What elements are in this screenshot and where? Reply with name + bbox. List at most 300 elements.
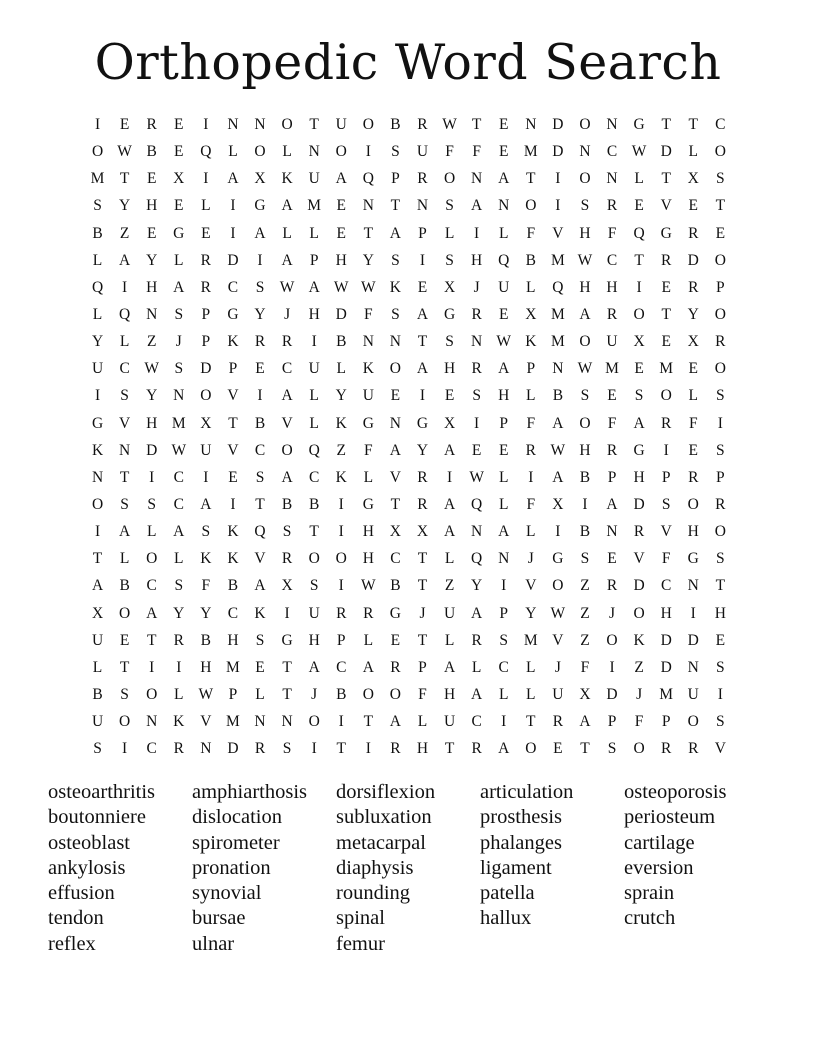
grid-letter[interactable]: L [92, 658, 103, 676]
grid-letter[interactable]: I [663, 441, 669, 459]
grid-letter[interactable]: A [281, 251, 293, 269]
grid-letter[interactable]: A [443, 496, 456, 514]
grid-letter[interactable]: U [308, 170, 320, 188]
grid-letter[interactable]: S [93, 740, 102, 758]
grid-letter[interactable]: Z [146, 333, 157, 351]
grid-letter[interactable]: I [555, 523, 561, 541]
grid-letter[interactable]: O [91, 143, 104, 161]
grid-letter[interactable]: I [122, 740, 128, 758]
grid-letter[interactable]: Z [444, 577, 455, 595]
grid-letter[interactable]: N [146, 306, 158, 324]
grid-letter[interactable]: Y [416, 441, 429, 459]
grid-letter[interactable]: F [364, 306, 373, 324]
grid-letter[interactable]: T [715, 197, 726, 215]
grid-letter[interactable]: A [416, 360, 429, 378]
grid-letter[interactable]: U [308, 604, 320, 622]
grid-letter[interactable]: E [390, 631, 401, 649]
grid-letter[interactable]: I [176, 658, 182, 676]
grid-letter[interactable]: W [361, 577, 376, 595]
grid-letter[interactable]: L [282, 224, 292, 242]
grid-letter[interactable]: E [498, 143, 509, 161]
grid-letter[interactable]: C [308, 468, 320, 486]
grid-letter[interactable]: E [255, 658, 265, 676]
grid-letter[interactable]: D [552, 116, 564, 134]
grid-letter[interactable]: J [473, 278, 480, 296]
grid-letter[interactable]: R [390, 740, 401, 758]
grid-letter[interactable]: U [552, 686, 564, 704]
grid-letter[interactable]: T [390, 496, 401, 514]
grid-letter[interactable]: M [226, 658, 240, 676]
grid-letter[interactable]: V [552, 631, 564, 649]
grid-letter[interactable]: A [552, 468, 564, 486]
grid-letter[interactable]: G [281, 631, 293, 649]
grid-letter[interactable]: D [606, 686, 618, 704]
grid-letter[interactable]: C [146, 577, 157, 595]
grid-letter[interactable]: R [254, 740, 266, 758]
grid-letter[interactable]: P [499, 414, 509, 432]
grid-letter[interactable]: H [200, 658, 212, 676]
grid-letter[interactable]: Z [580, 631, 590, 649]
grid-letter[interactable]: J [527, 550, 534, 568]
grid-letter[interactable]: V [714, 740, 726, 758]
grid-letter[interactable]: F [607, 414, 617, 432]
grid-letter[interactable]: N [91, 468, 104, 486]
grid-letter[interactable]: G [443, 306, 456, 324]
grid-letter[interactable]: R [715, 333, 726, 351]
grid-letter[interactable]: I [717, 686, 723, 704]
grid-letter[interactable]: V [227, 387, 239, 405]
grid-letter[interactable]: L [201, 197, 211, 215]
grid-letter[interactable]: F [526, 224, 536, 242]
grid-letter[interactable]: E [228, 468, 238, 486]
grid-letter[interactable]: B [552, 387, 564, 405]
grid-letter[interactable]: S [716, 713, 725, 731]
grid-letter[interactable]: B [200, 631, 212, 649]
grid-letter[interactable]: N [471, 333, 483, 351]
grid-letter[interactable]: H [308, 306, 320, 324]
grid-letter[interactable]: B [146, 143, 157, 161]
grid-letter[interactable]: A [308, 658, 320, 676]
grid-letter[interactable]: M [659, 686, 674, 704]
grid-letter[interactable]: S [716, 387, 725, 405]
grid-letter[interactable]: O [119, 604, 131, 622]
grid-letter[interactable]: L [255, 686, 265, 704]
grid-letter[interactable]: Q [200, 143, 212, 161]
grid-letter[interactable]: X [552, 496, 564, 514]
grid-letter[interactable]: Q [308, 441, 320, 459]
grid-letter[interactable]: W [171, 441, 187, 459]
grid-letter[interactable]: P [418, 224, 427, 242]
grid-letter[interactable]: T [309, 523, 319, 541]
grid-letter[interactable]: C [336, 658, 347, 676]
grid-letter[interactable]: X [687, 170, 699, 188]
grid-letter[interactable]: R [661, 414, 672, 432]
grid-letter[interactable]: V [660, 523, 672, 541]
grid-letter[interactable]: I [474, 414, 480, 432]
grid-letter[interactable]: T [282, 686, 292, 704]
grid-letter[interactable]: N [200, 740, 212, 758]
grid-letter[interactable]: A [579, 306, 591, 324]
grid-letter[interactable]: E [634, 360, 644, 378]
grid-letter[interactable]: H [443, 360, 456, 378]
grid-letter[interactable]: A [389, 713, 401, 731]
grid-letter[interactable]: A [389, 224, 401, 242]
grid-letter[interactable]: S [174, 577, 184, 595]
grid-letter[interactable]: R [606, 306, 618, 324]
grid-letter[interactable]: A [308, 278, 320, 296]
grid-letter[interactable]: G [633, 116, 645, 134]
grid-letter[interactable]: Y [362, 251, 374, 269]
grid-letter[interactable]: E [715, 224, 726, 242]
grid-letter[interactable]: I [203, 170, 209, 188]
grid-letter[interactable]: T [363, 713, 374, 731]
grid-letter[interactable]: K [91, 441, 104, 459]
grid-letter[interactable]: I [501, 577, 507, 595]
grid-letter[interactable]: O [579, 414, 591, 432]
grid-letter[interactable]: T [471, 116, 482, 134]
grid-letter[interactable]: M [550, 333, 565, 351]
grid-letter[interactable]: B [336, 686, 347, 704]
grid-letter[interactable]: N [173, 387, 185, 405]
grid-letter[interactable]: D [227, 251, 239, 269]
grid-letter[interactable]: F [526, 414, 536, 432]
grid-letter[interactable]: L [174, 251, 184, 269]
grid-letter[interactable]: H [362, 550, 374, 568]
grid-letter[interactable]: Y [119, 197, 131, 215]
grid-letter[interactable]: I [284, 604, 290, 622]
grid-letter[interactable]: M [226, 713, 240, 731]
grid-letter[interactable]: F [526, 496, 536, 514]
grid-letter[interactable]: E [498, 306, 509, 324]
grid-letter[interactable]: W [550, 441, 566, 459]
grid-letter[interactable]: P [716, 278, 725, 296]
grid-letter[interactable]: E [688, 197, 698, 215]
grid-letter[interactable]: K [227, 333, 239, 351]
grid-letter[interactable]: G [687, 550, 699, 568]
grid-letter[interactable]: I [609, 658, 615, 676]
grid-letter[interactable]: L [228, 143, 238, 161]
grid-letter[interactable]: A [606, 496, 618, 514]
grid-letter[interactable]: B [390, 116, 401, 134]
grid-letter[interactable]: X [633, 333, 645, 351]
grid-letter[interactable]: S [174, 360, 184, 378]
grid-letter[interactable]: T [661, 116, 671, 134]
grid-letter[interactable]: O [714, 360, 726, 378]
grid-letter[interactable]: O [281, 116, 293, 134]
grid-letter[interactable]: N [471, 170, 483, 188]
grid-letter[interactable]: D [687, 251, 699, 269]
grid-letter[interactable]: K [227, 550, 239, 568]
grid-letter[interactable]: S [120, 387, 129, 405]
grid-letter[interactable]: B [119, 577, 130, 595]
grid-letter[interactable]: A [498, 523, 510, 541]
grid-letter[interactable]: F [445, 143, 454, 161]
grid-letter[interactable]: T [92, 550, 103, 568]
grid-letter[interactable]: D [335, 306, 347, 324]
grid-letter[interactable]: L [498, 468, 509, 486]
grid-letter[interactable]: N [254, 116, 266, 134]
grid-letter[interactable]: N [687, 658, 699, 676]
grid-letter[interactable]: A [335, 170, 347, 188]
grid-letter[interactable]: P [201, 333, 211, 351]
grid-letter[interactable]: R [254, 333, 266, 351]
grid-letter[interactable]: Q [633, 224, 645, 242]
grid-letter[interactable]: B [579, 468, 591, 486]
grid-letter[interactable]: T [661, 170, 671, 188]
grid-letter[interactable]: S [716, 658, 725, 676]
grid-letter[interactable]: I [203, 116, 209, 134]
grid-letter[interactable]: P [336, 631, 346, 649]
grid-letter[interactable]: R [688, 740, 699, 758]
grid-letter[interactable]: X [687, 333, 699, 351]
grid-letter[interactable]: T [228, 414, 238, 432]
grid-letter[interactable]: G [633, 441, 645, 459]
grid-letter[interactable]: K [281, 170, 293, 188]
grid-letter[interactable]: I [555, 170, 561, 188]
grid-letter[interactable]: C [606, 251, 618, 269]
grid-letter[interactable]: N [552, 360, 564, 378]
grid-letter[interactable]: V [552, 224, 564, 242]
grid-letter[interactable]: R [552, 713, 564, 731]
grid-letter[interactable]: N [281, 713, 293, 731]
grid-letter[interactable]: A [362, 658, 374, 676]
grid-letter[interactable]: A [200, 496, 212, 514]
grid-letter[interactable]: O [633, 740, 645, 758]
grid-letter[interactable]: W [631, 143, 647, 161]
grid-letter[interactable]: R [661, 251, 672, 269]
grid-letter[interactable]: O [633, 306, 645, 324]
grid-letter[interactable]: I [94, 387, 101, 405]
grid-letter[interactable]: W [577, 360, 593, 378]
grid-letter[interactable]: R [417, 496, 428, 514]
grid-letter[interactable]: N [498, 550, 510, 568]
grid-letter[interactable]: O [525, 197, 537, 215]
grid-letter[interactable]: A [254, 577, 266, 595]
grid-letter[interactable]: G [552, 550, 564, 568]
grid-letter[interactable]: L [174, 550, 184, 568]
grid-letter[interactable]: V [200, 713, 212, 731]
grid-letter[interactable]: R [336, 604, 347, 622]
grid-letter[interactable]: H [633, 468, 645, 486]
grid-letter[interactable]: H [443, 686, 456, 704]
grid-letter[interactable]: P [228, 360, 238, 378]
grid-letter[interactable]: W [442, 116, 457, 134]
grid-letter[interactable]: W [550, 604, 566, 622]
grid-letter[interactable]: D [633, 577, 645, 595]
grid-letter[interactable]: A [389, 441, 401, 459]
grid-letter[interactable]: R [606, 197, 618, 215]
grid-letter[interactable]: K [254, 604, 266, 622]
grid-letter[interactable]: I [419, 387, 426, 405]
grid-letter[interactable]: G [362, 496, 374, 514]
grid-letter[interactable]: B [579, 523, 591, 541]
grid-letter[interactable]: N [416, 197, 429, 215]
grid-letter[interactable]: H [579, 278, 591, 296]
grid-letter[interactable]: L [634, 170, 644, 188]
grid-letter[interactable]: F [364, 441, 373, 459]
grid-letter[interactable]: C [146, 740, 157, 758]
grid-letter[interactable]: B [525, 251, 536, 269]
grid-letter[interactable]: X [443, 414, 456, 432]
grid-letter[interactable]: S [661, 496, 671, 514]
grid-letter[interactable]: S [147, 496, 156, 514]
grid-letter[interactable]: T [417, 550, 428, 568]
grid-letter[interactable]: A [227, 170, 239, 188]
grid-letter[interactable]: L [282, 143, 292, 161]
grid-letter[interactable]: V [281, 414, 293, 432]
grid-letter[interactable]: T [417, 631, 428, 649]
grid-letter[interactable]: A [281, 468, 293, 486]
grid-letter[interactable]: A [281, 197, 293, 215]
grid-letter[interactable]: W [198, 686, 214, 704]
grid-letter[interactable]: O [362, 686, 374, 704]
grid-letter[interactable]: P [526, 360, 536, 378]
grid-letter[interactable]: L [444, 631, 455, 649]
grid-letter[interactable]: H [579, 224, 591, 242]
grid-letter[interactable]: R [417, 116, 428, 134]
grid-letter[interactable]: A [254, 224, 266, 242]
grid-letter[interactable]: V [119, 414, 131, 432]
grid-letter[interactable]: D [687, 631, 699, 649]
grid-letter[interactable]: X [389, 523, 401, 541]
grid-letter[interactable]: F [580, 658, 590, 676]
grid-letter[interactable]: D [227, 740, 239, 758]
grid-letter[interactable]: M [171, 414, 186, 432]
grid-letter[interactable]: I [636, 278, 642, 296]
grid-letter[interactable]: Q [362, 170, 374, 188]
grid-letter[interactable]: O [579, 333, 591, 351]
grid-letter[interactable]: D [552, 143, 564, 161]
grid-letter[interactable]: D [633, 496, 645, 514]
grid-letter[interactable]: B [336, 333, 347, 351]
grid-letter[interactable]: R [200, 278, 212, 296]
grid-letter[interactable]: O [552, 577, 564, 595]
grid-letter[interactable]: K [362, 360, 374, 378]
grid-letter[interactable]: E [336, 197, 346, 215]
grid-letter[interactable]: E [661, 278, 671, 296]
grid-letter[interactable]: H [498, 387, 510, 405]
grid-letter[interactable]: A [579, 713, 591, 731]
grid-letter[interactable]: B [254, 414, 266, 432]
grid-letter[interactable]: O [579, 116, 591, 134]
grid-letter[interactable]: G [91, 414, 104, 432]
grid-letter[interactable]: O [335, 550, 347, 568]
grid-letter[interactable]: P [309, 251, 319, 269]
grid-letter[interactable]: I [94, 523, 101, 541]
grid-letter[interactable]: A [173, 523, 185, 541]
grid-letter[interactable]: H [362, 523, 374, 541]
grid-letter[interactable]: A [173, 278, 185, 296]
grid-letter[interactable]: O [200, 387, 212, 405]
grid-letter[interactable]: T [282, 658, 292, 676]
grid-letter[interactable]: O [714, 251, 726, 269]
grid-letter[interactable]: I [311, 740, 317, 758]
grid-letter[interactable]: R [173, 740, 184, 758]
grid-letter[interactable]: R [417, 170, 428, 188]
grid-letter[interactable]: N [254, 713, 266, 731]
grid-letter[interactable]: U [91, 631, 104, 649]
grid-letter[interactable]: H [714, 604, 726, 622]
grid-letter[interactable]: H [146, 278, 158, 296]
grid-letter[interactable]: E [498, 441, 509, 459]
grid-letter[interactable]: L [444, 224, 455, 242]
grid-letter[interactable]: A [471, 686, 483, 704]
grid-letter[interactable]: O [389, 686, 401, 704]
grid-letter[interactable]: O [146, 686, 158, 704]
grid-letter[interactable]: B [390, 577, 401, 595]
grid-letter[interactable]: R [471, 631, 482, 649]
grid-letter[interactable]: E [201, 224, 211, 242]
grid-letter[interactable]: U [308, 360, 320, 378]
grid-letter[interactable]: U [443, 713, 456, 731]
grid-letter[interactable]: N [362, 333, 374, 351]
grid-letter[interactable]: Q [119, 306, 131, 324]
grid-letter[interactable]: N [308, 143, 320, 161]
grid-letter[interactable]: S [716, 170, 725, 188]
grid-letter[interactable]: R [525, 441, 536, 459]
grid-letter[interactable]: E [553, 740, 563, 758]
grid-letter[interactable]: K [227, 523, 239, 541]
grid-letter[interactable]: U [416, 143, 429, 161]
grid-letter[interactable]: S [580, 387, 590, 405]
grid-letter[interactable]: L [309, 387, 319, 405]
grid-letter[interactable]: P [391, 170, 400, 188]
grid-letter[interactable]: R [606, 441, 618, 459]
grid-letter[interactable]: L [92, 306, 103, 324]
grid-letter[interactable]: R [417, 468, 428, 486]
grid-letter[interactable]: O [714, 523, 726, 541]
grid-letter[interactable]: T [634, 251, 644, 269]
grid-letter[interactable]: V [633, 550, 645, 568]
grid-letter[interactable]: E [119, 631, 130, 649]
grid-letter[interactable]: D [660, 143, 672, 161]
grid-letter[interactable]: R [281, 333, 293, 351]
grid-letter[interactable]: T [526, 713, 536, 731]
grid-letter[interactable]: D [146, 441, 158, 459]
grid-letter[interactable]: A [443, 441, 456, 459]
grid-letter[interactable]: H [416, 740, 429, 758]
grid-letter[interactable]: T [146, 631, 157, 649]
grid-letter[interactable]: L [309, 414, 319, 432]
grid-letter[interactable]: D [660, 631, 672, 649]
grid-letter[interactable]: Z [336, 441, 346, 459]
grid-letter[interactable]: L [526, 658, 536, 676]
grid-letter[interactable]: I [338, 577, 344, 595]
grid-letter[interactable]: P [661, 713, 671, 731]
grid-letter[interactable]: N [389, 414, 401, 432]
grid-letter[interactable]: J [311, 686, 318, 704]
grid-letter[interactable]: O [91, 496, 104, 514]
grid-letter[interactable]: N [606, 170, 618, 188]
grid-letter[interactable]: L [444, 550, 455, 568]
grid-letter[interactable]: A [281, 387, 293, 405]
grid-letter[interactable]: F [607, 224, 617, 242]
grid-letter[interactable]: T [363, 224, 374, 242]
grid-letter[interactable]: R [173, 631, 184, 649]
grid-letter[interactable]: L [471, 658, 482, 676]
grid-letter[interactable]: P [607, 468, 617, 486]
grid-letter[interactable]: S [391, 251, 400, 269]
grid-letter[interactable]: N [525, 116, 537, 134]
grid-letter[interactable]: K [200, 550, 212, 568]
grid-letter[interactable]: T [119, 170, 130, 188]
grid-letter[interactable]: Y [91, 333, 104, 351]
grid-letter[interactable]: P [716, 468, 725, 486]
grid-letter[interactable]: W [279, 278, 295, 296]
grid-letter[interactable]: Q [471, 496, 483, 514]
grid-letter[interactable]: B [281, 496, 293, 514]
grid-letter[interactable]: O [254, 143, 266, 161]
